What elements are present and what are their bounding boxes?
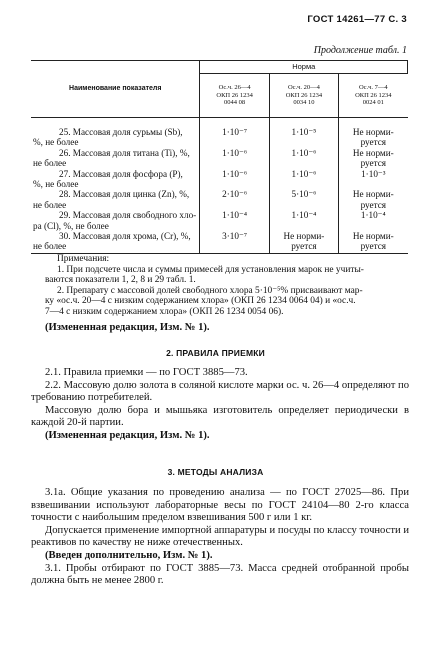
norms-table xyxy=(31,60,408,254)
table-row: 27. Массовая доля фосфора (P), %, не более 1·10⁻⁶ 1·10⁻⁶ 1·10⁻³ xyxy=(31,169,408,190)
notes-title: Примечания: xyxy=(57,254,110,264)
clause-3-1: 3.1. Пробы отбирают по ГОСТ 3885—73. Масса средней отобранной пробы должна быть не менее 2800 г. xyxy=(31,562,409,587)
table-continuation-label: Продолжение табл. 1 xyxy=(313,45,407,56)
column-header-grade-2: Ос.ч. 20—4 ОКП 26 1234 0034 10 xyxy=(269,74,338,118)
note-2-line-3: 7—4 с низким содержанием хлора» (ОКП 26 1234 0054 06). xyxy=(45,306,284,317)
section-2-body xyxy=(31,367,409,443)
note-1-line-1: 1. При подсчете числа и суммы примесей для установления марок не учиты- xyxy=(57,264,364,275)
note-2-line-2: ку «ос.ч. 20—4 с низким содержанием хлора» (ОКП 26 1234 0064 04) и «ос.ч. xyxy=(45,296,356,306)
clause-3-1a-note: Допускается применение импортной аппаратуры и посуды по классу точности и реактивов по качеству не ниже отечественных. xyxy=(31,524,409,549)
table-row: 30. Массовая доля хрома, (Cr), %, не более 3·10⁻⁷ Не норми- руется Не норми- руется xyxy=(31,231,408,253)
section-3-title: 3. МЕТОДЫ АНАЛИЗА xyxy=(167,467,264,477)
note-1-line-2: ваются показатели 1, 2, 8 и 29 табл. 1. xyxy=(45,275,196,285)
table-row: 28. Массовая доля цинка (Zn), %, не более 2·10⁻⁶ 5·10⁻⁶ Не норми- руется xyxy=(31,189,408,210)
note-2-line-1: 2. Препарату с массовой долей свободного хлора 5·10⁻⁵% присваивают мар- xyxy=(57,285,363,296)
section-3-amendment: (Введен дополнительно, Изм. № 1). xyxy=(45,549,213,561)
clause-2-2: 2.2. Массовую долю золота в соляной кислоте марки ос. ч. 26—4 определяют по требованию потребителей. xyxy=(31,379,409,404)
clause-2-1: 2.1. Правила приемки — по ГОСТ 3885—73. xyxy=(45,367,248,378)
table-notes xyxy=(45,254,415,317)
table-row: 25. Массовая доля сурьмы (Sb), %, не более 1·10⁻⁷ 1·10⁻⁵ Не норми- руется xyxy=(31,118,408,148)
column-header-norm: Норма xyxy=(200,61,408,74)
table-row: 26. Массовая доля титана (Ti), %, не более 1·10⁻⁶ 1·10⁻⁶ Не норми- руется xyxy=(31,148,408,169)
notes-amendment: (Измененная редакция, Изм. № 1). xyxy=(45,322,210,333)
page-header-code: ГОСТ 14261—77 С. 3 xyxy=(307,14,407,25)
clause-2-2-note: Массовую долю бора и мышьяка изготовитель определяет периодически в каждой 20-й партии. xyxy=(31,404,409,429)
column-header-grade-3: Ос.ч. 7—4 ОКП 26 1234 0024 01 xyxy=(339,74,408,118)
clause-3-1a: 3.1а. Общие указания по проведению анализа — по ГОСТ 27025—86. При взвешивании используют лабораторные весы по ГОСТ 24104—80 2-го класса точности с наибольшим пределом взвешивания 500 г или 1 кг. xyxy=(31,487,409,524)
section-3-body xyxy=(31,487,409,588)
table-row: 29. Массовая доля свободного хло- ра (Cl), %, не более 1·10⁻⁴ 1·10⁻⁴ 1·10⁻⁴ xyxy=(31,210,408,231)
section-2-title: 2. ПРАВИЛА ПРИЕМКИ xyxy=(166,348,265,358)
column-header-name: Наименование показателя xyxy=(31,61,200,118)
section-2-amendment: (Измененная редакция, Изм. № 1). xyxy=(45,429,210,441)
column-header-grade-1: Ос.ч. 26—4 ОКП 26 1234 0044 08 xyxy=(200,74,269,118)
